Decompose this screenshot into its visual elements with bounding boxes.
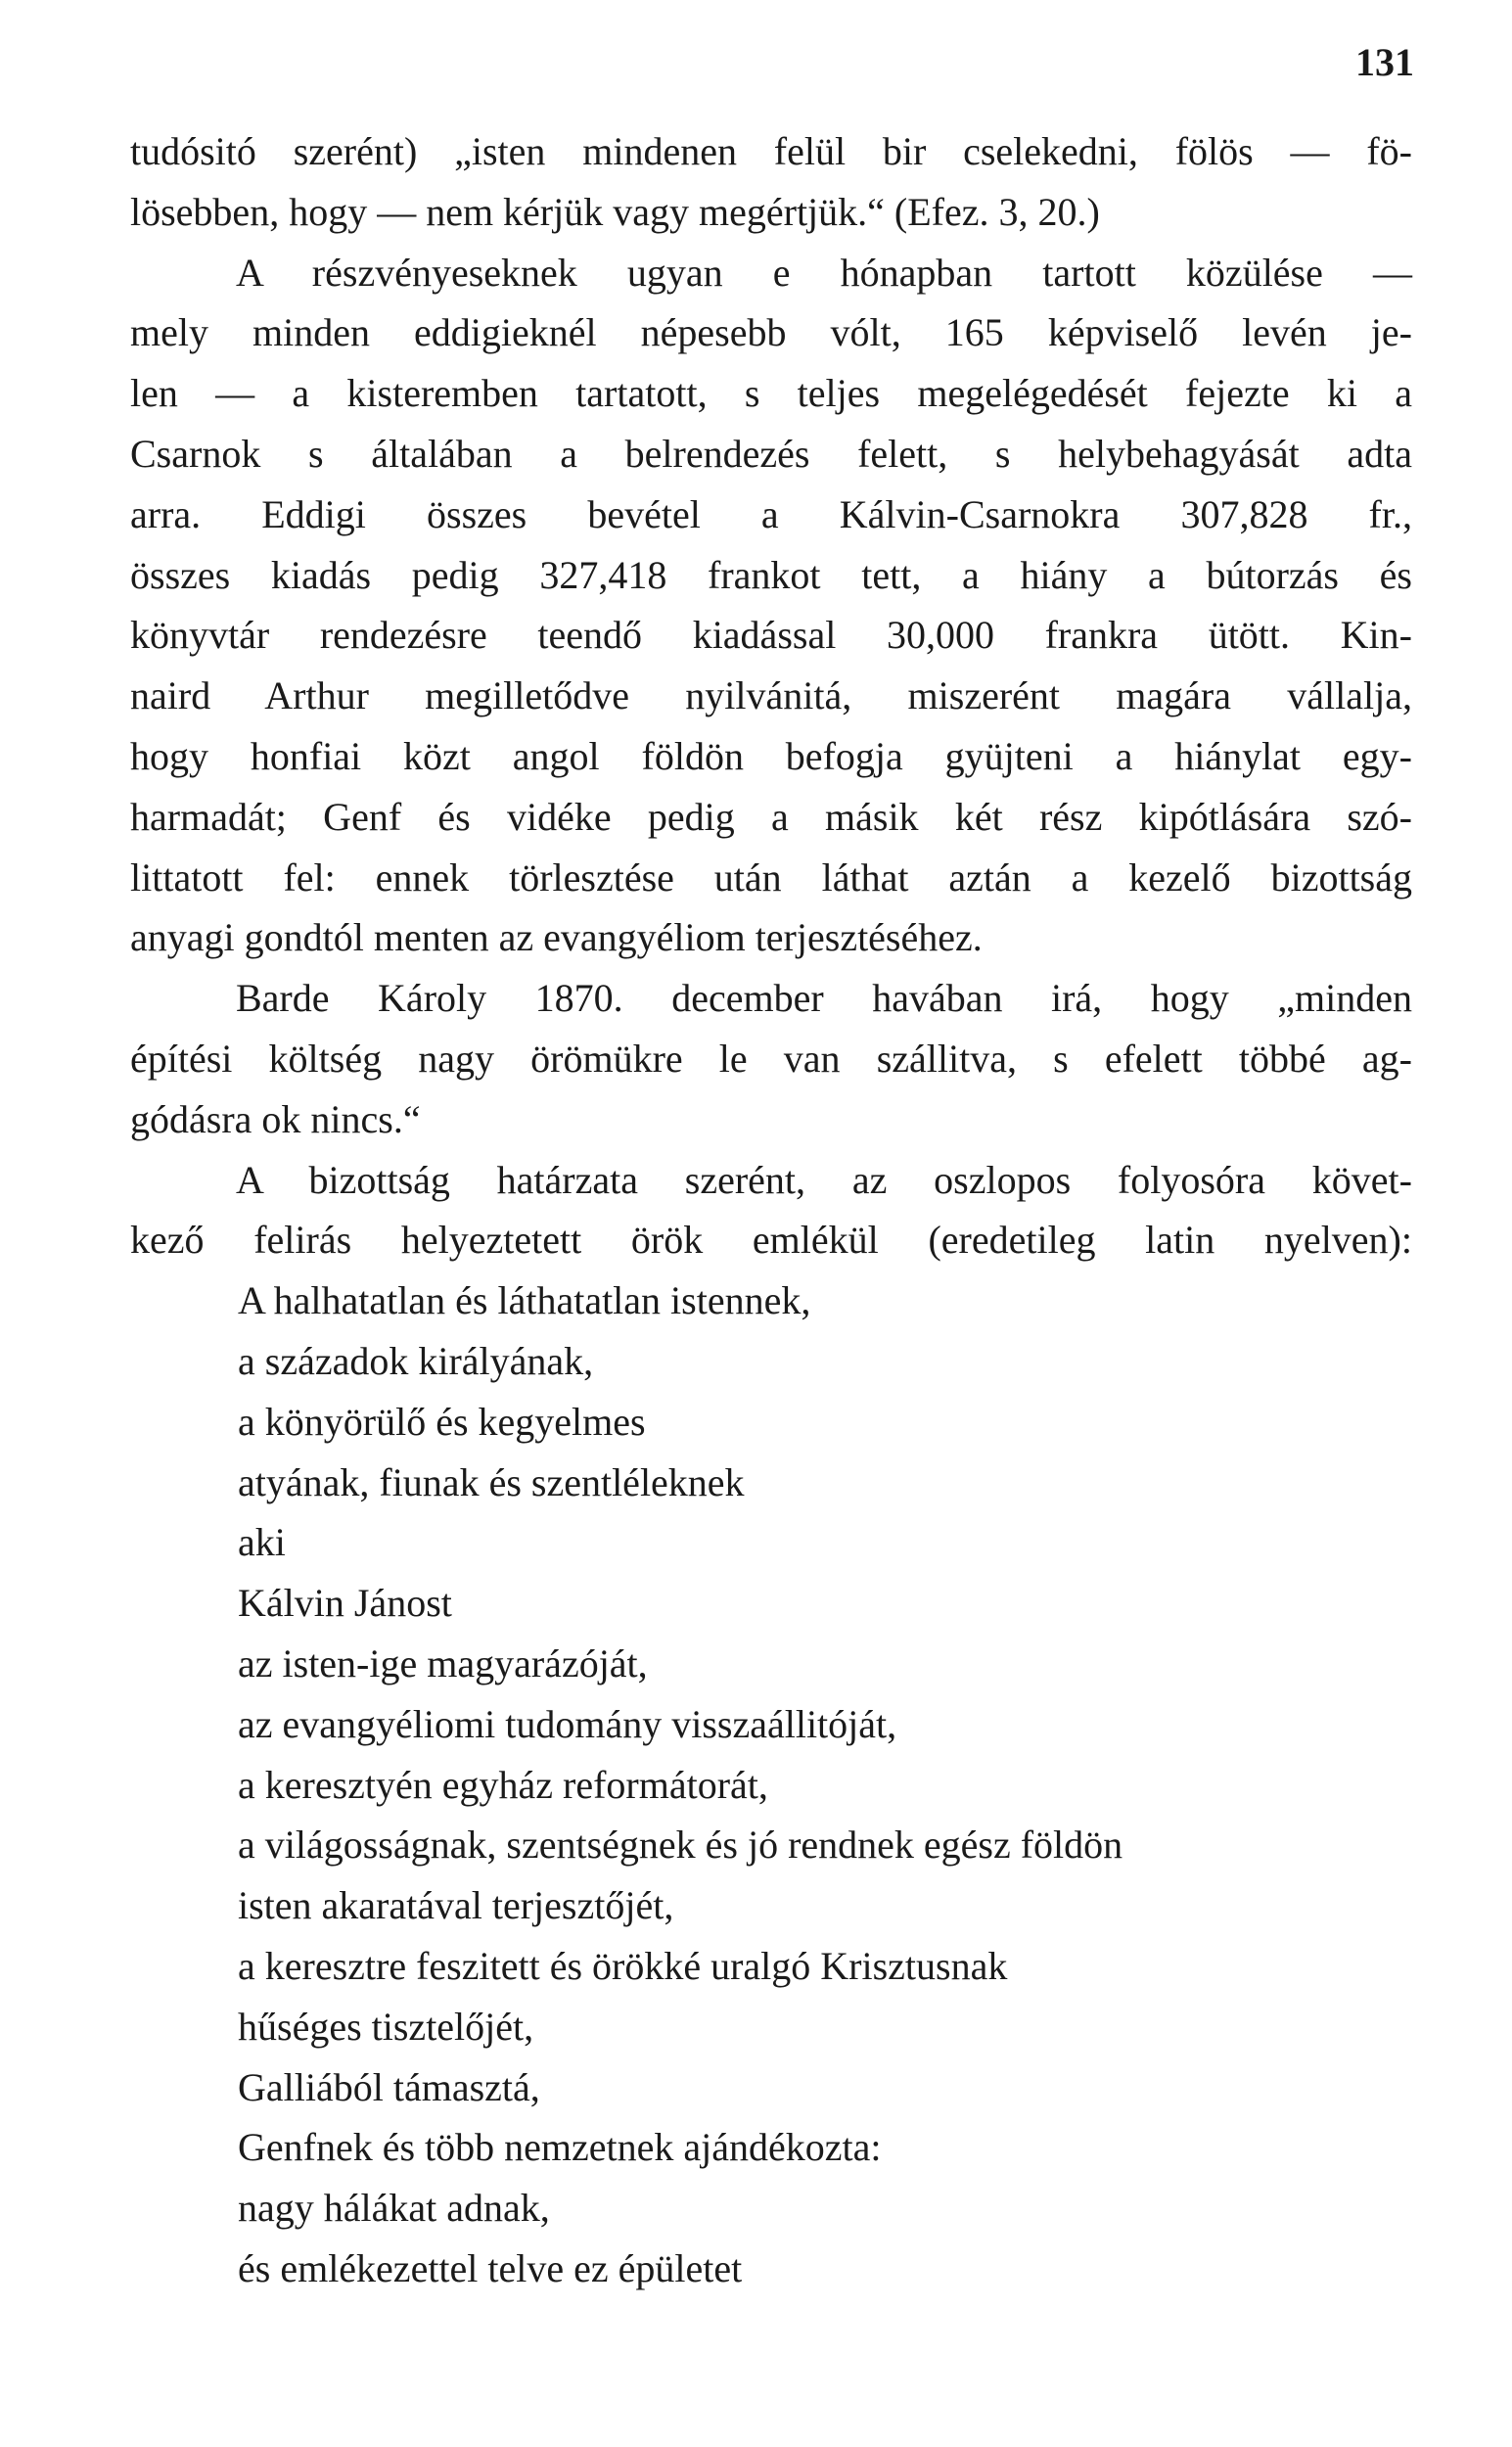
text-line: atyának, fiunak és szentléleknek (238, 1459, 745, 1504)
text-line: nagy hálákat adnak, (238, 2186, 550, 2231)
text-line: A halhatatlan és láthatatlan istennek, (238, 1278, 811, 1323)
text-line: harmadát; Genf és vidéke pedig a másik két rész kipótlására szó- (130, 794, 1412, 839)
text-body (130, 121, 1412, 2299)
text-line: hűséges tisztelőjét, (238, 2004, 534, 2049)
text-line: A részvényeseknek ugyan e hónapban tartott közülése — (236, 250, 1412, 295)
text-line: arra. Eddigi összes bevétel a Kálvin-Csarnokra 307,828 fr., (130, 491, 1412, 536)
text-line: a századok királyának, (238, 1338, 594, 1383)
text-line: A bizottság határzata szerént, az oszlopos folyosóra követ- (236, 1157, 1412, 1202)
text-line: gódásra ok nincs.“ (130, 1096, 421, 1141)
text-line: a keresztre feszitett és örökké uralgó Krisztusnak (238, 1943, 1008, 1988)
text-line: mely minden eddigieknél népesebb vólt, 165 képviselő levén je- (130, 310, 1412, 355)
text-line: összes kiadás pedig 327,418 frankot tett, a hiány a bútorzás és (130, 552, 1412, 597)
text-line: kező felirás helyeztetett örök emlékül (eredetileg latin nyelven): (130, 1218, 1412, 1263)
text-line: az isten-ige magyarázóját, (238, 1640, 648, 1685)
text-line: littatott fel: ennek törlesztése után láthat aztán a kezelő bizottság (130, 854, 1412, 900)
text-line: tudósitó szerént) „isten mindenen felül bir cselekedni, fölös — fö- (130, 129, 1412, 173)
text-line: lösebben, hogy — nem kérjük vagy megértjük.“ (Efez. 3, 20.) (130, 189, 1100, 234)
text-line: Genfnek és több nemzetnek ajándékozta: (238, 2125, 882, 2170)
text-line: naird Arthur megilletődve nyilvánitá, miszerént magára vállalja, (130, 673, 1412, 718)
text-line: Barde Károly 1870. december havában irá, hogy „minden (236, 976, 1412, 1021)
text-line: len — a kisteremben tartatott, s teljes megelégedését fejezte ki a (130, 371, 1412, 416)
text-line: hogy honfiai közt angol földön befogja gyüjteni a hiánylat egy- (130, 733, 1412, 778)
text-line: az evangyéliomi tudomány visszaállitóját, (238, 1701, 897, 1746)
text-line: Kálvin Jánost (238, 1581, 452, 1626)
text-line: isten akaratával terjesztőjét, (238, 1883, 674, 1928)
text-line: a könyörülő és kegyelmes (238, 1399, 646, 1444)
text-line: és emlékezettel telve ez épületet (238, 2245, 743, 2290)
page-number: 131 (1355, 40, 1414, 84)
text-line: építési költség nagy örömükre le van szállitva, s efelett többé ag- (130, 1036, 1412, 1081)
text-line: a világosságnak, szentségnek és jó rendnek egész földön (238, 1823, 1123, 1868)
text-line: könyvtár rendezésre teendő kiadással 30,000 frankra ütött. Kin- (130, 613, 1412, 658)
text-line: Csarnok s általában a belrendezés felett, s helybehagyását adta (130, 431, 1412, 476)
text-line: anyagi gondtól menten az evangyéliom terjesztéséhez. (130, 915, 983, 960)
text-line: aki (238, 1520, 286, 1565)
text-line: Galliából támasztá, (238, 2064, 540, 2109)
text-line: a keresztyén egyház reformátorát, (238, 1762, 768, 1807)
